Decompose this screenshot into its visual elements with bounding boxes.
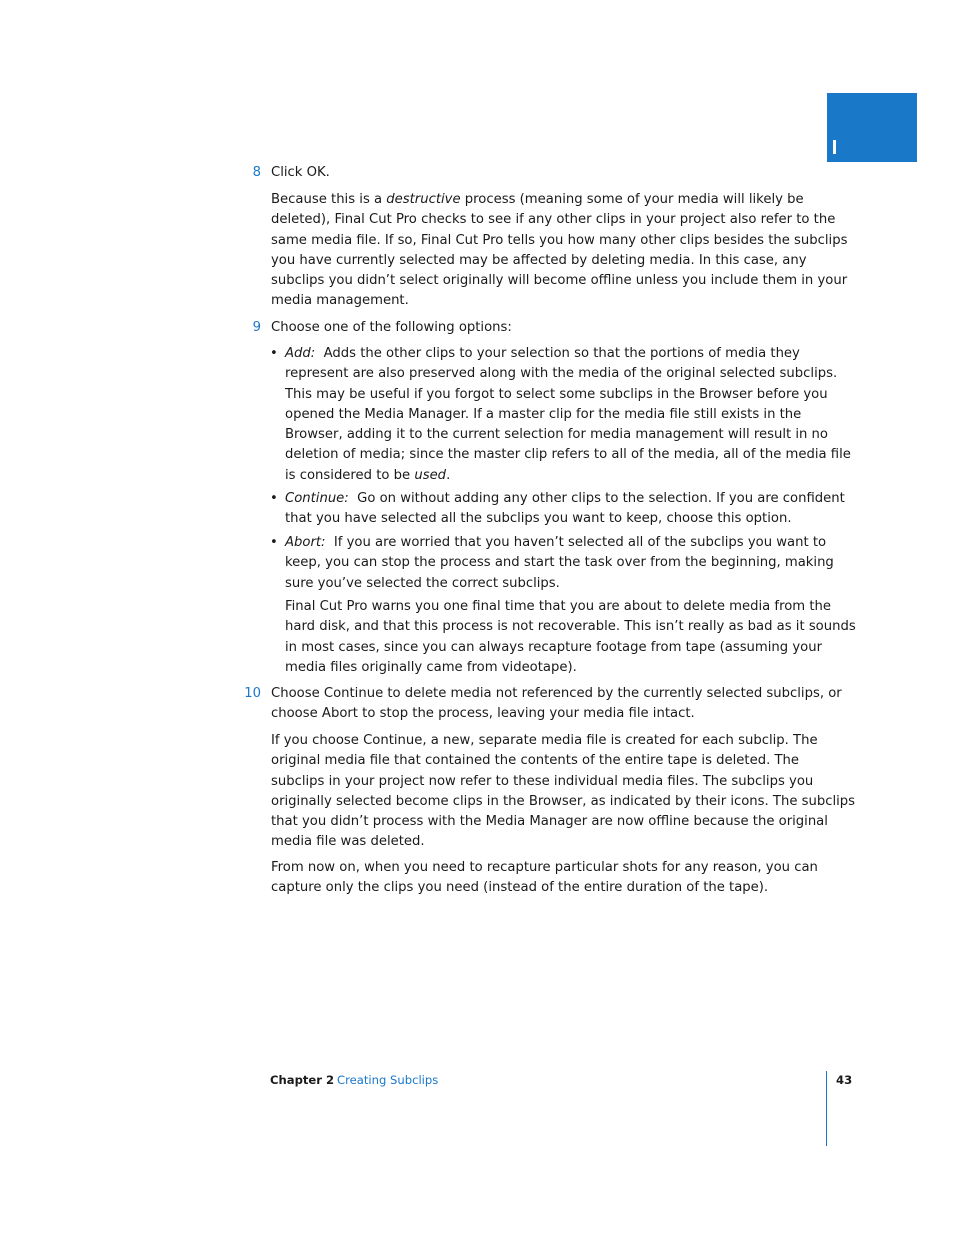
bullet-line: [285, 466, 833, 486]
step-text: choose Abort to stop the process, leaving your media file intact.: [271, 706, 695, 722]
paragraph-destructive: [271, 190, 848, 312]
text-run: is considered to be: [285, 467, 415, 483]
chapter-tab: [827, 93, 917, 162]
step-number: 10: [244, 686, 261, 701]
footer-divider: [826, 1071, 827, 1146]
step-number: 8: [252, 165, 261, 180]
text-run: .: [446, 467, 451, 483]
paragraph-line: original media file that contained the contents of the entire tape is deleted. The: [271, 753, 799, 769]
text-run: Adds the other clips to your selection so that the portions of media they: [315, 346, 800, 361]
paragraph-from-now: [271, 858, 831, 899]
paragraph-line: originally selected become clips in the Browser, as indicated by their icons. The subclips: [271, 793, 856, 809]
step-text: Choose Continue to delete media not referenced by the currently selected subclips, or: [271, 686, 842, 701]
paragraph-line: deleted), Final Cut Pro checks to see if any other clips in your project also refer to the: [271, 212, 836, 228]
paragraph-line: capture only the clips you need (instead of the entire duration of the tape).: [271, 880, 769, 896]
text-run: Because this is a: [271, 192, 387, 207]
paragraph-line: media file was deleted.: [271, 834, 425, 850]
footer-chapter-title[interactable]: Creating Subclips: [337, 1073, 439, 1087]
paragraph-line: you have currently selected may be affected by deleting media. In this case, any: [271, 252, 807, 268]
bullet-line: [285, 533, 833, 553]
paragraph-line: subclips you didn’t select originally will become offline unless you include them in your: [271, 273, 848, 289]
bullet-add: [270, 344, 851, 486]
emphasis-text: destructive: [386, 192, 461, 207]
bullet-line: deletion of media; since the master clip refers to all of the media, all of the media file: [285, 447, 851, 463]
bullet-line: represent are also preserved along with the media of the original selected subclips.: [285, 366, 838, 382]
text-run: Go on without adding any other clips to the selection. If you are confident: [348, 491, 845, 506]
bullet-continue: [270, 489, 845, 530]
paragraph-line: media management.: [271, 293, 409, 309]
bullet-term: Abort:: [285, 535, 326, 550]
paragraph-line: [271, 190, 831, 210]
step-number: 9: [252, 320, 261, 335]
paragraph-line: hard disk, and that this process is not recoverable. This isn’t really as bad as it sounds: [285, 619, 856, 635]
bullet-line: that you have selected all the subclips you want to keep, choose this option.: [285, 511, 792, 527]
bullet-line: [285, 344, 833, 364]
bullet-dot: •: [270, 535, 278, 550]
bullet-line: keep, you can stop the process and start the task over from the beginning, making: [285, 555, 834, 571]
step-8: [252, 163, 831, 183]
text-run: If you are worried that you haven’t selected all of the subclips you want to: [325, 535, 827, 550]
bullet-dot: •: [270, 346, 278, 361]
bullet-line: [285, 489, 845, 509]
paragraph-continue-result: [271, 731, 856, 853]
bullet-line: opened the Media Manager. If a master clip for the media file still exists in the: [285, 406, 802, 422]
footer-chapter-label: Chapter 2: [270, 1073, 335, 1087]
paragraph-line: that you didn’t process with the Media Manager are now offline because the original: [271, 814, 828, 830]
text-run: process (meaning some of your media will likely be: [460, 192, 804, 207]
bullet-line: Browser, adding it to the current selection for media management will result in no: [285, 427, 828, 443]
paragraph-line: From now on, when you need to recapture particular shots for any reason, you can: [271, 860, 818, 875]
paragraph-warning: [285, 597, 856, 678]
step-10: [244, 684, 842, 725]
step-text: Click OK.: [271, 165, 330, 180]
paragraph-line: Final Cut Pro warns you one final time that you are about to delete media from the: [285, 599, 831, 614]
bullet-term: Add:: [285, 346, 316, 361]
bullet-dot: •: [270, 491, 278, 506]
paragraph-line: in most cases, since you can always recapture footage from tape (assuming your: [285, 639, 823, 655]
paragraph-line: subclips in your project now refer to these individual media files. The subclips you: [271, 773, 814, 789]
emphasis-text: used: [414, 467, 447, 483]
bullet-abort: [270, 533, 834, 594]
bullet-line: This may be useful if you forgot to select some subclips in the Browser before you: [285, 386, 828, 402]
paragraph-line: media files originally came from videotape).: [285, 659, 577, 675]
paragraph-line: If you choose Continue, a new, separate media file is created for each subclip. The: [271, 733, 818, 748]
footer-page-number: 43: [836, 1073, 853, 1087]
paragraph-line: same media file. If so, Final Cut Pro tells you how many other clips besides the subclips: [271, 232, 848, 248]
step-text: Choose one of the following options:: [271, 320, 512, 335]
bullet-term: Continue:: [285, 491, 349, 506]
step-9: [252, 318, 831, 338]
bullet-line: sure you’ve selected the correct subclips.: [285, 575, 560, 591]
chapter-tab-mark: [833, 140, 836, 154]
